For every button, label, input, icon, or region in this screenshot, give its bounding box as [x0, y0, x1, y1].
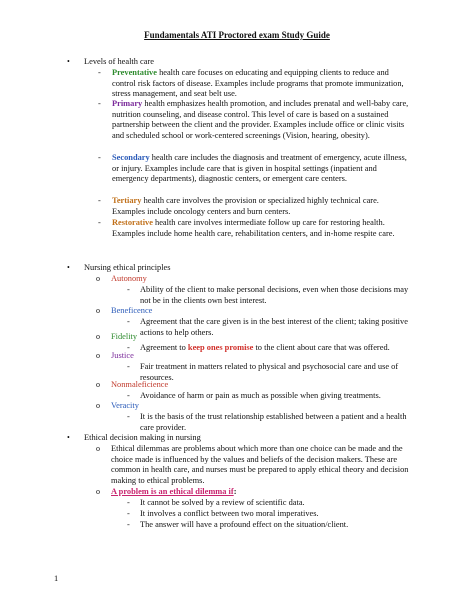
dilemma-colon: :: [233, 487, 237, 496]
dash-marker: -: [127, 317, 130, 326]
desc-emphasis: keep ones promise: [187, 343, 254, 352]
dash-marker: -: [127, 285, 130, 294]
dash-marker: -: [127, 498, 130, 507]
level-term: Primary: [112, 99, 143, 108]
principle-desc: Ability of the client to make personal decisions, even when those decisions may not be in the clients own best interest.: [140, 285, 409, 305]
principle-desc: Fair treatment in matters related to physical and psychosocial care and use of resources.: [140, 362, 399, 382]
circle-marker: o: [96, 351, 100, 360]
dilemma-label: A problem is an ethical dilemma if: [111, 487, 234, 496]
level-text: health care involves the provision or specialized highly technical care. Examples include oncology centers and burn centers.: [112, 196, 379, 216]
principle-nonmaleficience: Nonmaleficience: [111, 380, 169, 389]
level-secondary: [112, 153, 412, 185]
dash-marker: -: [127, 362, 130, 371]
levels-heading: Levels of health care: [84, 57, 154, 66]
principle-desc: It is the basis of the trust relationship established between a patient and a health care provider.: [140, 412, 407, 432]
principle-desc: Avoidance of harm or pain as much as possible when giving treatments.: [140, 391, 381, 400]
level-term: Secondary: [112, 153, 150, 162]
page-number: 1: [54, 574, 59, 583]
circle-marker: o: [96, 332, 100, 341]
dilemma-condition: The answer will have a profound effect on the situation/client.: [140, 520, 349, 529]
circle-marker: o: [96, 274, 100, 283]
level-primary: [112, 99, 412, 141]
circle-marker: o: [96, 380, 100, 389]
dash-marker: -: [127, 520, 130, 529]
level-restorative: [112, 218, 412, 239]
principle-desc: [140, 343, 415, 354]
level-term: Tertiary: [112, 196, 142, 205]
principle-fidelity: Fidelity: [111, 332, 138, 341]
bullet-marker: •: [67, 57, 70, 66]
bullet-marker: •: [67, 263, 70, 272]
level-text: health care involves intermediate follow up care for restoring health. Examples include home health care, rehabilitation centers, and in-home respite care.: [112, 218, 395, 238]
principle-veracity: Veracity: [111, 401, 139, 410]
level-preventative: [112, 68, 412, 100]
circle-marker: o: [96, 401, 100, 410]
level-tertiary: [112, 196, 412, 217]
desc-pre: Agreement to: [140, 343, 188, 352]
dash-marker: -: [98, 218, 101, 227]
principle-desc: Agreement that the care given is in the best interest of the client; taking positive actions to help others.: [140, 317, 408, 337]
decision-intro: Ethical dilemmas are problems about which more than one choice can be made and the choice made is influenced by the values and beliefs of the decision makers. These are common in health care, and nurses must be prepared to apply ethical theory and decision making to ethical problems.: [111, 444, 409, 485]
dash-marker: -: [98, 196, 101, 205]
page-title: Fundamentals ATI Proctored exam Study Guide: [144, 30, 330, 40]
level-text: health care includes the diagnosis and treatment of emergency, acute illness, or injury. Examples include care that is given in hospital settings (inpatient and emergency departments), diagnostic centers, or emergent care centers.: [112, 153, 407, 183]
dash-marker: -: [127, 509, 130, 518]
circle-marker: o: [96, 444, 100, 453]
desc-post: to the client about care that was offered.: [253, 343, 390, 352]
dash-marker: -: [98, 153, 101, 162]
dash-marker: -: [127, 343, 130, 352]
bullet-marker: •: [67, 433, 70, 442]
level-term: Restorative: [112, 218, 153, 227]
circle-marker: o: [96, 487, 100, 496]
dash-marker: -: [127, 412, 130, 421]
dash-marker: -: [98, 68, 101, 77]
principle-justice: Justice: [111, 351, 134, 360]
decision-heading: Ethical decision making in nursing: [84, 433, 201, 442]
dash-marker: -: [127, 391, 130, 400]
circle-marker: o: [96, 306, 100, 315]
level-term: Preventative: [112, 68, 157, 77]
level-text: health emphasizes health promotion, and includes prenatal and well-baby care, nutrition counseling, and disease control. This level of care is based on a sustained partnership between the client and the provider. Examples include office or clinic visits and scheduled school or work-centered screenings (Vision, hearing, obesity).: [112, 99, 409, 140]
principle-beneficence: Beneficence: [111, 306, 153, 315]
ethics-heading: Nursing ethical principles: [84, 263, 171, 272]
level-text: health care focuses on educating and equipping clients to reduce and control risk factors of disease. Examples include programs that promote immunization, stress management, and seat belt use.: [112, 68, 404, 98]
principle-autonomy: Autonomy: [111, 274, 147, 283]
dash-marker: -: [98, 99, 101, 108]
dilemma-condition: It cannot be solved by a review of scientific data.: [140, 498, 305, 507]
dilemma-condition: It involves a conflict between two moral imperatives.: [140, 509, 319, 518]
dilemma-criteria-label: [111, 487, 236, 498]
